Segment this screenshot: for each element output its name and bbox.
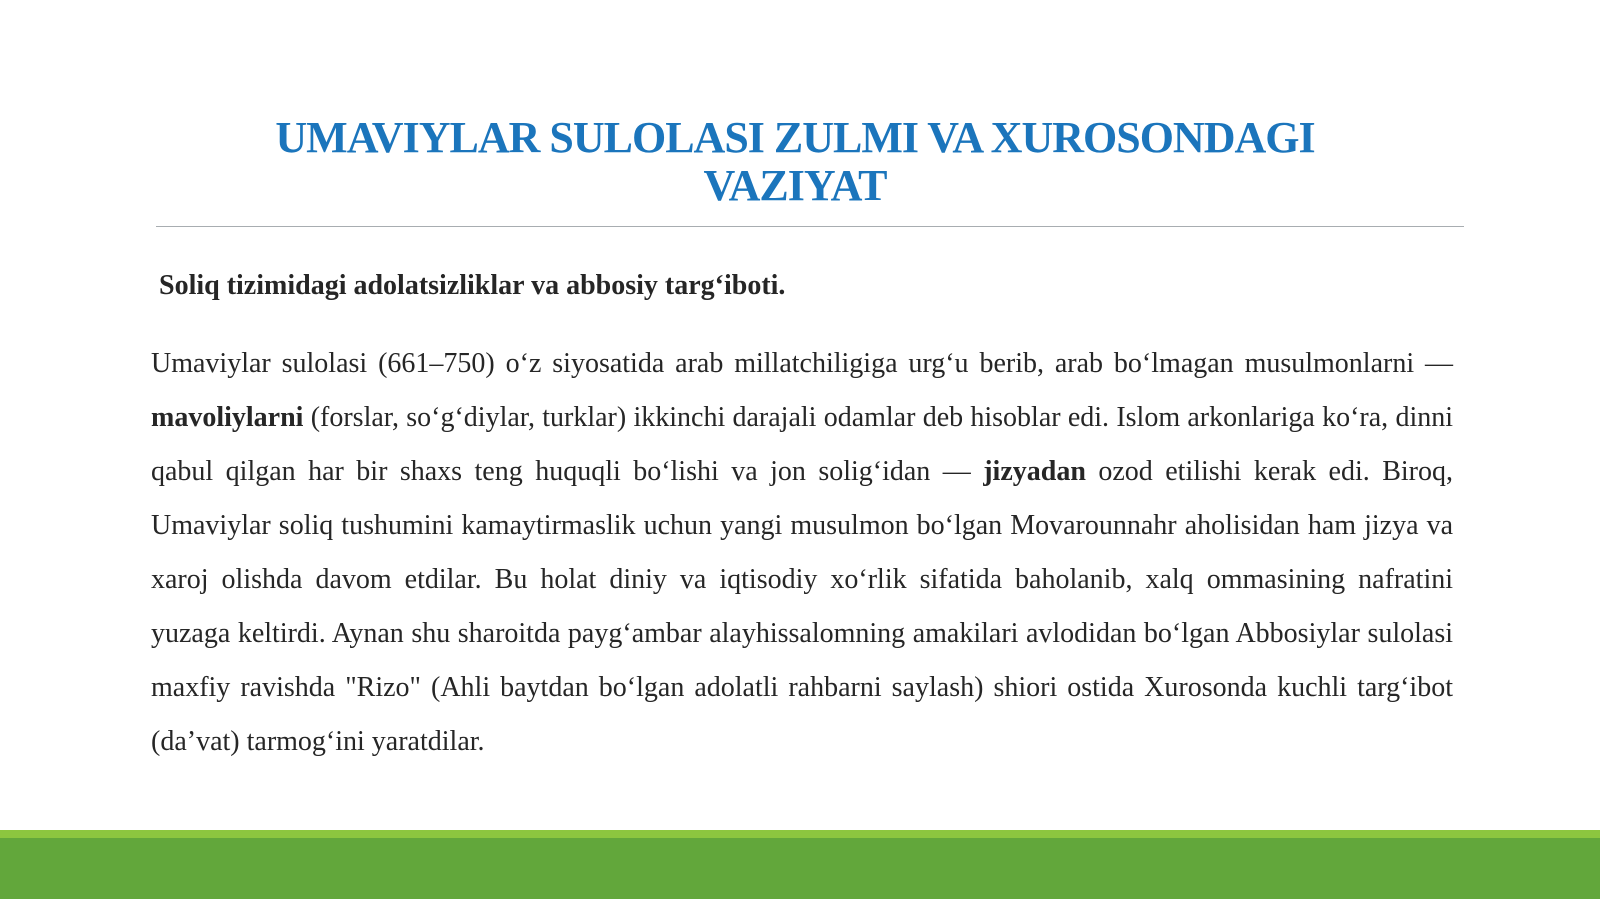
title-divider (156, 226, 1464, 227)
footer-stripe-light (0, 830, 1600, 838)
body-bold-jizyadan: jizyadan (983, 456, 1086, 487)
body-text-part-3: ozod etilishi kerak edi. Biroq, Umaviylar soliq tushumini kamaytirmaslik uchun yangi musulmon bo‘lgan Movarounnahr aholisidan ham jizya va xaroj olishda davom etdilar. Bu holat diniy va iqtisodiy xo‘rlik sifatida baholanib, xalq ommasining nafratini yuzaga keltirdi. Aynan shu sharoitda payg‘ambar alayhissalomning amakilari avlodidan bo‘lgan Abbosiylar sulolasi maxfiy ravishda "Rizo" (Ahli baytdan bo‘lgan adolatli rahbarni saylash) shiori ostida Xurosonda kuchli targ‘ibot (da’vat) tarmog‘ini yaratdilar. (151, 456, 1453, 757)
slide-title-line-1: UMAVIYLAR SULOLASI ZULMI VA XUROSONDAGI (275, 113, 1315, 162)
body-paragraph (151, 337, 1453, 769)
slide-subtitle: Soliq tizimidagi adolatsizliklar va abbosiy targ‘iboti. (159, 270, 786, 301)
body-text-part-2: (forslar, so‘g‘diylar, turklar) ikkinchi darajali odamlar deb hisoblar edi. Islom arkonlariga ko‘ra, dinni qabul qilgan har bir shaxs teng huquqli bo‘lishi va jon solig‘idan — (151, 402, 1453, 487)
body-text-part-1: Umaviylar sulolasi (661–750) o‘z siyosatida arab millatchiligiga urg‘u berib, arab bo‘lmagan musulmonlarni — (151, 348, 1453, 379)
slide-title-line-2: VAZIYAT (703, 161, 887, 210)
slide-title (150, 114, 1440, 210)
footer-band (0, 838, 1600, 899)
body-bold-mavoliylarni: mavoliylarni (151, 402, 304, 433)
